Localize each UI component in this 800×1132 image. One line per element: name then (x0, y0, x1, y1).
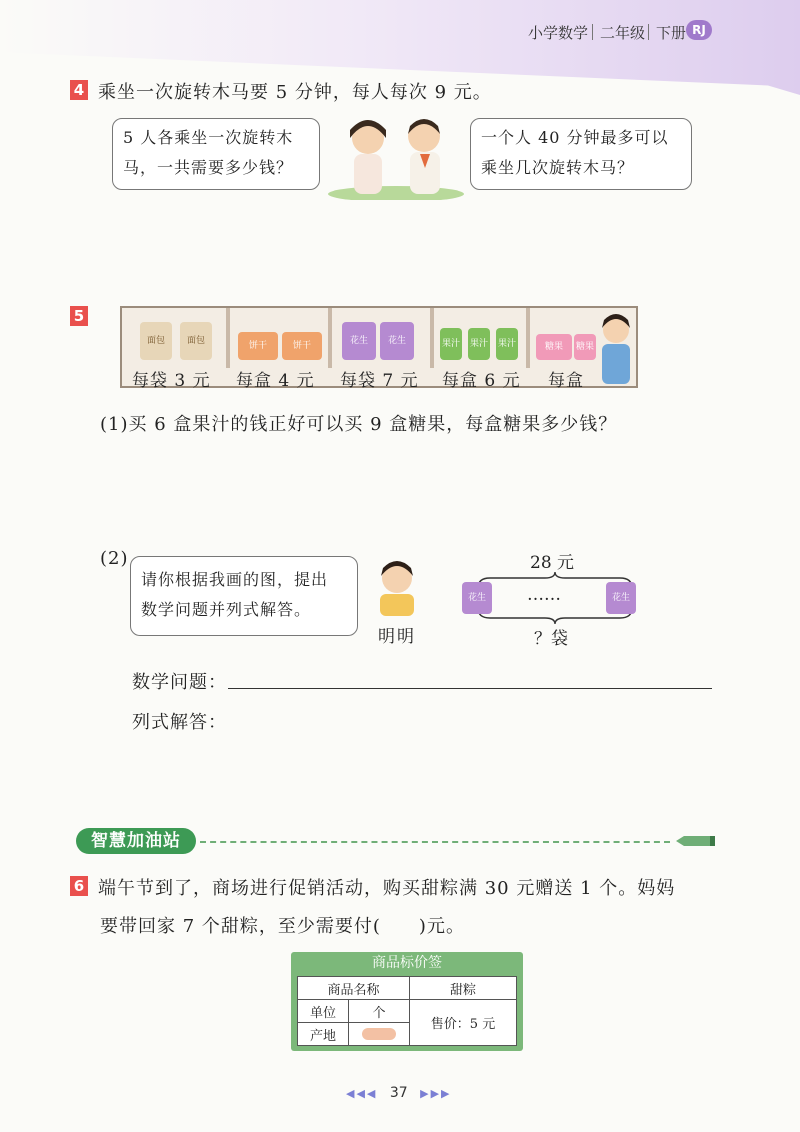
pencil-icon (676, 834, 716, 848)
bubble-line: 请你根据我画的图，提出 (141, 570, 329, 589)
tag-price: 售价：5 元 (430, 1017, 496, 1032)
character-name: 明明 (378, 627, 416, 647)
shelf-divider (226, 308, 230, 368)
bubble-line: 马，一共需要多少钱？ (123, 158, 294, 177)
price-label: 每袋 7 元 (340, 371, 419, 391)
peanut-bag: 花生 (342, 322, 376, 360)
speech-bubble-left (112, 118, 320, 190)
question-5-part-2-label: (2) (100, 548, 129, 569)
page-number: 37 (389, 1085, 408, 1101)
bread-bag: 面包 (180, 322, 212, 360)
shelf-divider (328, 308, 332, 368)
edition-badge: RJ (686, 20, 712, 40)
candy-box: 糖果 (536, 334, 572, 360)
diagram-dots: …… (527, 585, 561, 605)
question-4-text: 乘坐一次旋转木马要 5 分钟，每人每次 9 元。 (98, 82, 492, 103)
price-label: 每盒 (548, 371, 584, 391)
price-label: 每袋 3 元 (132, 371, 211, 391)
candy-box: 糖果 (574, 334, 596, 360)
bubble-line: 一个人 40 分钟最多可以 (481, 128, 669, 147)
question-6-line-1: 端午节到了，商场进行促销活动，购买甜粽满 30 元赠送 1 个。妈妈 (98, 878, 676, 899)
origin-blob (362, 1028, 396, 1040)
shelf-divider (430, 308, 434, 368)
price-label: 每盒 4 元 (236, 371, 315, 391)
answer-line (228, 688, 712, 689)
speech-bubble-mingming (130, 556, 358, 636)
peanut-bag: 花生 (462, 582, 492, 614)
next-arrows-icon: ▶▶▶ (420, 1087, 452, 1100)
question-6-line-2: 要带回家 7 个甜粽，至少需要付( )元。 (100, 916, 465, 937)
shelf-divider (526, 308, 530, 368)
bubble-line: 乘坐几次旋转木马？ (481, 158, 635, 177)
header-subject: 小学数学 (528, 24, 589, 42)
price-tag-title: 商品标价签 (372, 955, 442, 971)
juice-box: 果汁 (496, 328, 518, 360)
tag-unit-label: 单位 (298, 1000, 349, 1023)
juice-box: 果汁 (440, 328, 462, 360)
mingming-illustration (370, 556, 424, 616)
question-number-badge: 6 (70, 876, 88, 896)
solution-label: 列式解答： (132, 712, 227, 733)
speech-bubble-right (470, 118, 692, 190)
boy-illustration (594, 310, 634, 386)
tag-origin-label: 产地 (298, 1023, 349, 1046)
header-divider (648, 24, 649, 40)
diagram-question: ？袋 (534, 629, 568, 649)
question-5-part-1: (1)买 6 盒果汁的钱正好可以买 9 盒糖果，每盒糖果多少钱？ (100, 414, 618, 435)
children-illustration (326, 110, 466, 200)
tag-name-value: 甜粽 (410, 977, 517, 1000)
diagram-total: 28 元 (530, 553, 575, 573)
section-divider (200, 841, 670, 843)
math-problem-label: 数学问题： (132, 672, 227, 693)
bread-bag: 面包 (140, 322, 172, 360)
previous-arrows-icon: ◀◀◀ (346, 1087, 378, 1100)
bubble-line: 5 人各乘坐一次旋转木 (123, 128, 294, 147)
header-term: 下册 (656, 24, 687, 42)
header-divider (592, 24, 593, 40)
question-number-badge: 4 (70, 80, 88, 100)
tag-name-label: 商品名称 (298, 977, 410, 1000)
biscuit-box: 饼干 (238, 332, 278, 360)
tag-price-cell (410, 1000, 517, 1046)
header-grade: 二年级 (600, 24, 646, 42)
price-label: 每盒 6 元 (442, 371, 521, 391)
store-shelf (120, 306, 638, 391)
tag-unit-value: 个 (349, 1000, 410, 1023)
bubble-line: 数学问题并列式解答。 (141, 600, 312, 619)
question-number-badge: 5 (70, 306, 88, 326)
price-tag-table (297, 976, 517, 1046)
price-tag (291, 952, 523, 1051)
peanut-bag: 花生 (606, 582, 636, 614)
page-navigation (346, 1085, 452, 1101)
biscuit-box: 饼干 (282, 332, 322, 360)
juice-box: 果汁 (468, 328, 490, 360)
bonus-section-title: 智慧加油站 (76, 828, 196, 854)
tag-origin-value (349, 1023, 410, 1046)
peanut-bag: 花生 (380, 322, 414, 360)
